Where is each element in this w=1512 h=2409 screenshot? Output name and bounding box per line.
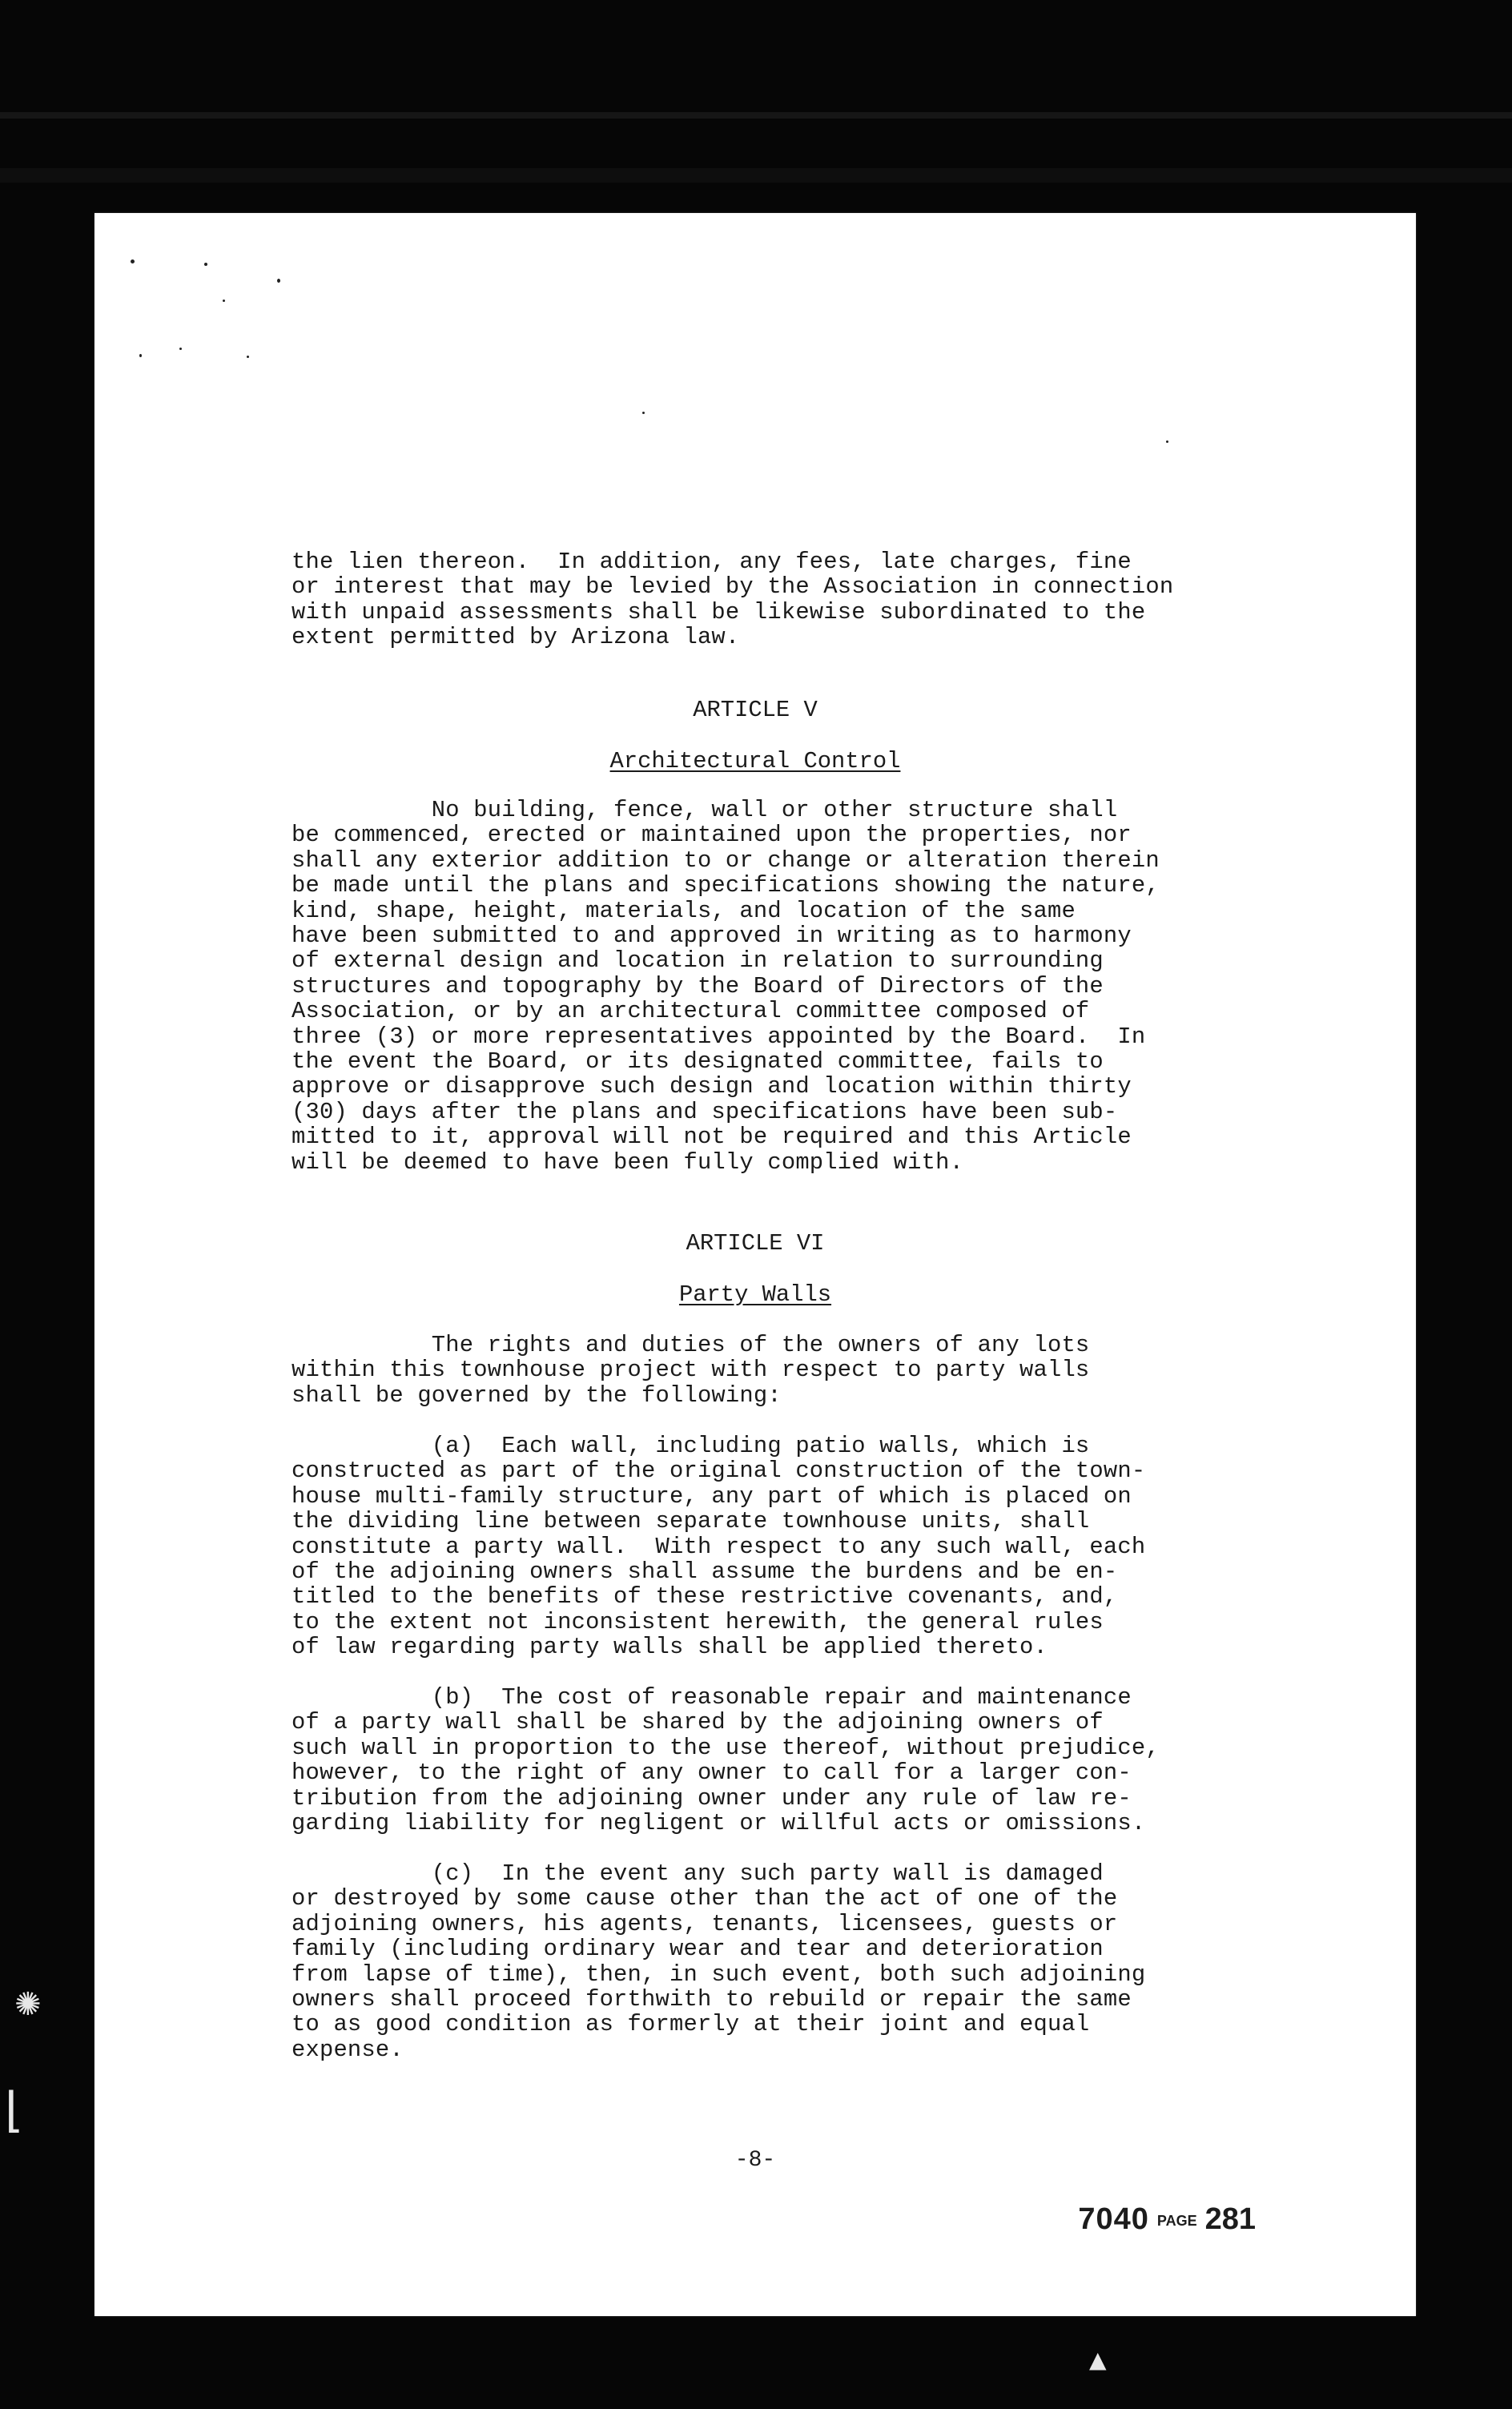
stamp-book-number: 7040 — [1078, 2202, 1149, 2236]
article-vi-label: ARTICLE VI — [686, 1230, 825, 1257]
edge-mark-icon: ✺ — [14, 1986, 42, 2023]
party-wall-para-a: (a) Each wall, including patio walls, which is constructed as part of the original construction of the town- house multi-family structure, any part of which is placed on the dividing line between separate townhouse units, shall constitute a party wall. With respect to any such wall, each of the adjoining owners shall assume the burdens and be en- titled to the benefits of these restrictive covenants, and, to the extent not inconsistent herewith, the general rules of law regarding party walls shall be applied thereto. — [292, 1433, 1146, 1661]
article-vi-title: Party Walls — [678, 1281, 832, 1308]
party-wall-para-b: (b) The cost of reasonable repair and maintenance of a party wall shall be shared by the adjoining owners of such wall in proportion to the use thereof, without prejudice, however, to the right of any owner to call for a larger con- tribution from the adjoining owner under any rule of law re- garding liability for negligent or willful acts or omissions. — [292, 1684, 1160, 1837]
article-v-label: ARTICLE V — [693, 697, 818, 723]
edge-scratch-icon: ⌊ — [5, 2082, 24, 2138]
party-wall-para-c: (c) In the event any such party wall is damaged or destroyed by some cause other than the act of one of the adjoining owners, his agents, tenants, licensees, guests or family (including ordinary wear and tear and deterioration from lapse of time), then, in such event, both such adjoining owners shall proceed forthwith to rebuild or repair the same to as good condition as formerly at their joint and equal expense. — [292, 1860, 1146, 2063]
article-v-title: Architectural Control — [609, 748, 901, 774]
intro-paragraph: the lien thereon. In addition, any fees, late charges, fine or interest that may be levied by the Association in connection with unpaid assessments shall be likewise subordinated to the extent permitted by Arizona law. — [292, 549, 1174, 651]
article-vi-intro: The rights and duties of the owners of any lots within this townhouse project with respect to party walls shall be governed by the following: — [292, 1332, 1090, 1409]
document-page — [94, 213, 1416, 2316]
recording-stamp — [1078, 2202, 1256, 2237]
edge-mark-icon: ▲ — [1089, 2347, 1107, 2373]
article-v-body: No building, fence, wall or other structure shall be commenced, erected or maintained upon the properties, nor shall any exterior addition to or change or alteration therein be made until the plans and specifications showing the nature, kind, shape, height, materials, and location of the same have been submitted to and approved in writing as to harmony of external design and location in relation to surrounding structures and topography by the Board of Directors of the Association, or by an architectural committee composed of three (3) or more representatives appointed by the Board. In the event the Board, or its designated committee, fails to approve or disapprove such design and location within thirty (30) days after the plans and specifications have been sub- mitted to it, approval will not be required and this Article will be deemed to have been fully complied with. — [292, 797, 1160, 1176]
scan-border — [0, 168, 1512, 183]
stamp-page-number: 281 — [1204, 2202, 1256, 2236]
scan-border — [0, 112, 1512, 119]
page-number: -8- — [734, 2148, 776, 2173]
stamp-page-label: PAGE — [1156, 2213, 1197, 2229]
